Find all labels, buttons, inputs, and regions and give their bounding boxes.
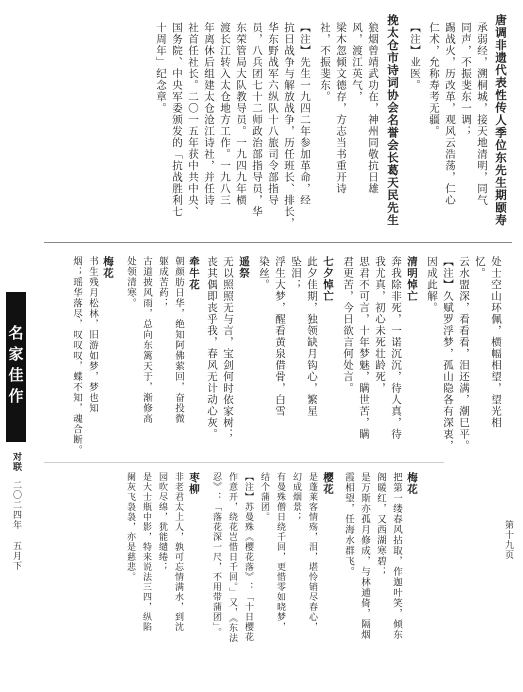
poem-title: 枣柳 [188, 472, 200, 495]
poem-line: 君更苦，今日欲言何处言。 [342, 256, 354, 394]
journal-name: 对联 [11, 452, 21, 472]
poem2-note-line: 抗日战争与解放战争，历任班长、排长， [283, 22, 295, 229]
poem2-note-line: 【注】先生一九四二年参加革命，经 [299, 22, 311, 206]
poem-title: 梅花 [102, 256, 114, 279]
poem2-line: 风，渡江英气， [351, 22, 363, 103]
poem-line: 处领清寒。 [125, 256, 136, 309]
poem1-line: 同声，不振斐东一调； [460, 22, 472, 137]
page-number-label: 第十九页 [503, 520, 513, 560]
article-title: 唐调非遗代表性传人季位东先生期颐寿 [494, 14, 508, 227]
poem-title: 清明悼亡 [406, 256, 418, 302]
poem-line: 书生残月松林，旧游如梦，梦也知 [87, 256, 98, 414]
continuation-line: 因成此解。 [426, 256, 438, 314]
poem1-line: 承弱经，溯桐城，接天地清明，同气 [476, 22, 488, 206]
poem-line: 霞相望，任海水群飞。 [343, 472, 354, 577]
poem2-note-line: 年离休后组建太仓沧江诗社，并任诗 [203, 22, 215, 206]
poem2-title: 挽太仓市诗词协会名誉会长葛天民先生 [386, 14, 400, 227]
page-number [502, 520, 515, 560]
poem-line: 我尤真，初心未死壮龄死， [374, 256, 386, 394]
continuation-line: 忆。 [474, 256, 486, 279]
poem-line: 此夕佳期，独领缺月钩心，繁星 [306, 256, 318, 417]
section-divider [44, 242, 512, 243]
poem-line: 躯成苦药； [157, 256, 168, 309]
poem2-note-line: 东荣管局大队教导员。一九四九年横 [235, 22, 247, 206]
poem2-line: 社，不振斐东。 [319, 22, 331, 103]
poem-line: 阁暖红，又西湖寒碧； [375, 472, 386, 577]
poem-line: 思君不可言，十年梦魅，瞒世苦，瞒 [358, 256, 370, 440]
block-divider [44, 462, 444, 463]
continuation-line: 【注】久赋罗浮梦，孤山隐各有深衷， [442, 256, 454, 452]
poem2-note-line: 员，八兵团七十二师政治部指导员，华 [251, 22, 263, 218]
poem-line: 奔我除非死，一诺沉沉，待人真，待 [390, 256, 402, 440]
poem-line: 阑灰飞袅袅，亦是慈悲。 [125, 472, 135, 582]
poem-line: 园吹尽绵，犹能缱绻； [157, 472, 167, 572]
poem-line: 结个蒲团。 [259, 472, 269, 522]
poem-title: 牵牛花 [188, 256, 200, 291]
poem2-note-line: 国务院、中央军委颁发的「抗战胜利七 [171, 22, 183, 218]
poem2-line: 梁木忽倾文德存，方志当书重开诗 [335, 22, 347, 195]
poem-line: 有曼殊僧日绕千回，更惜零如晓梦， [275, 472, 285, 632]
poem-line: 古道披风雨，总向东篱天于，渐修高 [141, 256, 152, 424]
poem-line: 把第一缕春风拈取，作迦叶笑，倾东 [391, 472, 402, 640]
poem-title: 遥祭 [238, 256, 250, 279]
poem2-line: 狼烟曾靖武功在，神州同敬抗日雄 [367, 22, 379, 195]
poem2-note-line: 社首任社长。二〇一五年获中共中央、 [187, 22, 199, 218]
section-band: 名家佳作 [6, 292, 26, 442]
poem-line: 是大士瓶中影，特来说法三四，纵陷 [141, 472, 151, 632]
poem-note-line: 【注】苏曼殊《樱花落》：「十日樱花 [243, 472, 253, 642]
poem-line: 幻成烟景； [291, 472, 301, 522]
poem-line: 朝颜肪日华，绝知阿佛萦回，奋投微 [173, 256, 184, 424]
poem1-line: 仁术，允称寿考无疆。 [428, 22, 440, 137]
poem-line: 非老君太上人，孰可忘情满水，到沈 [173, 472, 183, 632]
poem2-note-line: 华东野战军六纵队十八旅司令部指导 [267, 22, 279, 206]
poem-title: 梅花 [406, 472, 418, 495]
poem2-note-line: 十周年」纪念章。 [155, 22, 167, 114]
poem1-note: 【注】业医。 [409, 22, 421, 91]
poem-note-line: 忍》：「落花深一尺，不用带蒲团」。 [211, 472, 221, 638]
poem-line: 无以照照无与言，宝剑何时依家树； [222, 256, 234, 440]
poem-line: 染丝。 [258, 256, 270, 291]
poem-line: 浮生大梦，醒看黄泉借骨，白雪 [274, 256, 286, 417]
poem-line: 是蓬莱客情殇，泪，堪怜销尽春心， [307, 472, 317, 632]
issue-date: 二〇二四年 五月下 [11, 480, 21, 571]
continuation-line: 处士空山环佩，横幅相望，望光相 [490, 256, 502, 429]
poem-note-line: 作意开，绕花岂惜日千回。」又，《东法 [227, 472, 237, 643]
poem-title: 七夕悼亡 [322, 256, 334, 302]
poem-title: 樱花 [322, 472, 334, 495]
poem2-note-line: 渡长江转入太仓地方工作。一九八三 [219, 22, 231, 206]
poem1-line: 踢战火，历改革，观风云浩荡，仁心 [444, 22, 456, 206]
poem-line: 烟；瑶华落尽，叹叹叹，蝶不知，魂合断。 [71, 256, 82, 456]
continuation-line: 云水盟深，看看看，泪还满，潮巳平。 [458, 256, 470, 452]
poem-line: 是万斯亦孤月修成，与林逋倚，隔烟 [359, 472, 370, 640]
poem-line: 坠泪； [290, 256, 302, 291]
poem-line: 丧其偶即丧乎我，春风无计动心灰。 [206, 256, 218, 440]
